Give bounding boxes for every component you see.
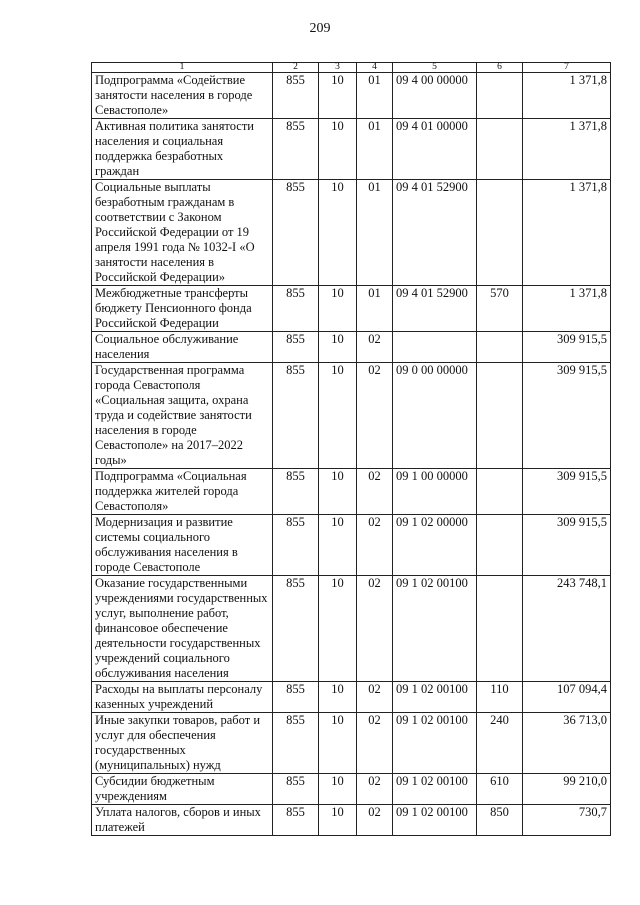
table-row xyxy=(92,180,611,286)
section-code-cell: 10 xyxy=(319,515,357,576)
section-code-cell: 10 xyxy=(319,180,357,286)
target-item-code-cell xyxy=(393,332,477,363)
amount-cell: 99 210,0 xyxy=(523,774,611,805)
subsection-code-cell: 02 xyxy=(357,576,393,682)
expense-type-code-cell xyxy=(477,332,523,363)
target-item-code-cell: 09 4 01 00000 xyxy=(393,119,477,180)
subsection-code-cell: 02 xyxy=(357,805,393,836)
ministry-code-cell: 855 xyxy=(273,119,319,180)
amount-cell: 243 748,1 xyxy=(523,576,611,682)
expense-name-cell: Подпрограмма «Социальная поддержка жителей города Севастополя» xyxy=(92,469,273,515)
expense-name-cell: Социальное обслуживание населения xyxy=(92,332,273,363)
amount-cell: 1 371,8 xyxy=(523,286,611,332)
expense-type-code-cell xyxy=(477,576,523,682)
target-item-code-cell: 09 4 01 52900 xyxy=(393,180,477,286)
section-code-cell: 10 xyxy=(319,119,357,180)
subsection-code-cell: 01 xyxy=(357,180,393,286)
header-col-2: 2 xyxy=(273,63,319,73)
expense-name-cell: Активная политика занятости населения и социальная поддержка безработных граждан xyxy=(92,119,273,180)
expense-type-code-cell: 110 xyxy=(477,682,523,713)
amount-cell: 309 915,5 xyxy=(523,515,611,576)
target-item-code-cell: 09 1 02 00100 xyxy=(393,774,477,805)
ministry-code-cell: 855 xyxy=(273,180,319,286)
expense-name-cell: Государственная программа города Севастополя «Социальная защита, охрана труда и содействие занятости населения в городе Севастополе» на 2017–2022 годы» xyxy=(92,363,273,469)
table-row xyxy=(92,713,611,774)
expense-name-cell: Модернизация и развитие системы социального обслуживания населения в городе Севастополе xyxy=(92,515,273,576)
table-row xyxy=(92,805,611,836)
header-col-7: 7 xyxy=(523,63,611,73)
amount-cell: 1 371,8 xyxy=(523,180,611,286)
section-code-cell: 10 xyxy=(319,469,357,515)
expense-name-cell: Социальные выплаты безработным гражданам в соответствии с Законом Российской Федерации от 19 апреля 1991 года № 1032-I «О занятости населения в Российской Федерации» xyxy=(92,180,273,286)
expense-name-cell: Уплата налогов, сборов и иных платежей xyxy=(92,805,273,836)
section-code-cell: 10 xyxy=(319,805,357,836)
table-row xyxy=(92,682,611,713)
table-row xyxy=(92,363,611,469)
ministry-code-cell: 855 xyxy=(273,682,319,713)
amount-cell: 309 915,5 xyxy=(523,363,611,469)
target-item-code-cell: 09 4 01 52900 xyxy=(393,286,477,332)
ministry-code-cell: 855 xyxy=(273,469,319,515)
target-item-code-cell: 09 1 02 00100 xyxy=(393,713,477,774)
expense-type-code-cell xyxy=(477,469,523,515)
amount-cell: 36 713,0 xyxy=(523,713,611,774)
subsection-code-cell: 02 xyxy=(357,363,393,469)
header-col-5: 5 xyxy=(393,63,477,73)
section-code-cell: 10 xyxy=(319,576,357,682)
subsection-code-cell: 01 xyxy=(357,119,393,180)
table-row xyxy=(92,576,611,682)
amount-cell: 730,7 xyxy=(523,805,611,836)
expense-type-code-cell xyxy=(477,180,523,286)
subsection-code-cell: 01 xyxy=(357,286,393,332)
ministry-code-cell: 855 xyxy=(273,286,319,332)
amount-cell: 1 371,8 xyxy=(523,119,611,180)
expense-type-code-cell xyxy=(477,119,523,180)
header-row xyxy=(92,63,611,73)
ministry-code-cell: 855 xyxy=(273,576,319,682)
ministry-code-cell: 855 xyxy=(273,774,319,805)
amount-cell: 309 915,5 xyxy=(523,469,611,515)
header-col-4: 4 xyxy=(357,63,393,73)
table-row xyxy=(92,515,611,576)
table-row xyxy=(92,469,611,515)
expense-type-code-cell xyxy=(477,73,523,119)
expense-type-code-cell: 610 xyxy=(477,774,523,805)
target-item-code-cell: 09 1 02 00100 xyxy=(393,576,477,682)
subsection-code-cell: 01 xyxy=(357,73,393,119)
target-item-code-cell: 09 1 02 00100 xyxy=(393,682,477,713)
target-item-code-cell: 09 1 00 00000 xyxy=(393,469,477,515)
table-row xyxy=(92,73,611,119)
amount-cell: 1 371,8 xyxy=(523,73,611,119)
ministry-code-cell: 855 xyxy=(273,713,319,774)
header-col-6: 6 xyxy=(477,63,523,73)
amount-cell: 107 094,4 xyxy=(523,682,611,713)
target-item-code-cell: 09 1 02 00100 xyxy=(393,805,477,836)
section-code-cell: 10 xyxy=(319,286,357,332)
ministry-code-cell: 855 xyxy=(273,73,319,119)
section-code-cell: 10 xyxy=(319,774,357,805)
table-row xyxy=(92,119,611,180)
subsection-code-cell: 02 xyxy=(357,515,393,576)
expense-name-cell: Иные закупки товаров, работ и услуг для обеспечения государственных (муниципальных) нужд xyxy=(92,713,273,774)
ministry-code-cell: 855 xyxy=(273,805,319,836)
ministry-code-cell: 855 xyxy=(273,515,319,576)
budget-table xyxy=(91,62,611,836)
section-code-cell: 10 xyxy=(319,363,357,469)
subsection-code-cell: 02 xyxy=(357,682,393,713)
subsection-code-cell: 02 xyxy=(357,332,393,363)
expense-name-cell: Подпрограмма «Содействие занятости населения в городе Севастополе» xyxy=(92,73,273,119)
page-number: 209 xyxy=(309,21,331,36)
target-item-code-cell: 09 0 00 00000 xyxy=(393,363,477,469)
expense-type-code-cell: 240 xyxy=(477,713,523,774)
header-col-3: 3 xyxy=(319,63,357,73)
subsection-code-cell: 02 xyxy=(357,469,393,515)
table-row xyxy=(92,286,611,332)
expense-type-code-cell xyxy=(477,515,523,576)
section-code-cell: 10 xyxy=(319,332,357,363)
expense-type-code-cell xyxy=(477,363,523,469)
subsection-code-cell: 02 xyxy=(357,713,393,774)
table-row xyxy=(92,774,611,805)
expense-name-cell: Субсидии бюджетным учреждениям xyxy=(92,774,273,805)
target-item-code-cell: 09 1 02 00000 xyxy=(393,515,477,576)
section-code-cell: 10 xyxy=(319,713,357,774)
table-row xyxy=(92,332,611,363)
ministry-code-cell: 855 xyxy=(273,332,319,363)
expense-name-cell: Межбюджетные трансферты бюджету Пенсионного фонда Российской Федерации xyxy=(92,286,273,332)
expense-name-cell: Расходы на выплаты персоналу казенных учреждений xyxy=(92,682,273,713)
ministry-code-cell: 855 xyxy=(273,363,319,469)
expense-type-code-cell: 850 xyxy=(477,805,523,836)
expense-type-code-cell: 570 xyxy=(477,286,523,332)
section-code-cell: 10 xyxy=(319,682,357,713)
expense-name-cell: Оказание государственными учреждениями государственных услуг, выполнение работ, финансовое обеспечение деятельности государственных учреждений социального обслуживания населения xyxy=(92,576,273,682)
target-item-code-cell: 09 4 00 00000 xyxy=(393,73,477,119)
subsection-code-cell: 02 xyxy=(357,774,393,805)
amount-cell: 309 915,5 xyxy=(523,332,611,363)
section-code-cell: 10 xyxy=(319,73,357,119)
header-col-1: 1 xyxy=(92,63,273,73)
